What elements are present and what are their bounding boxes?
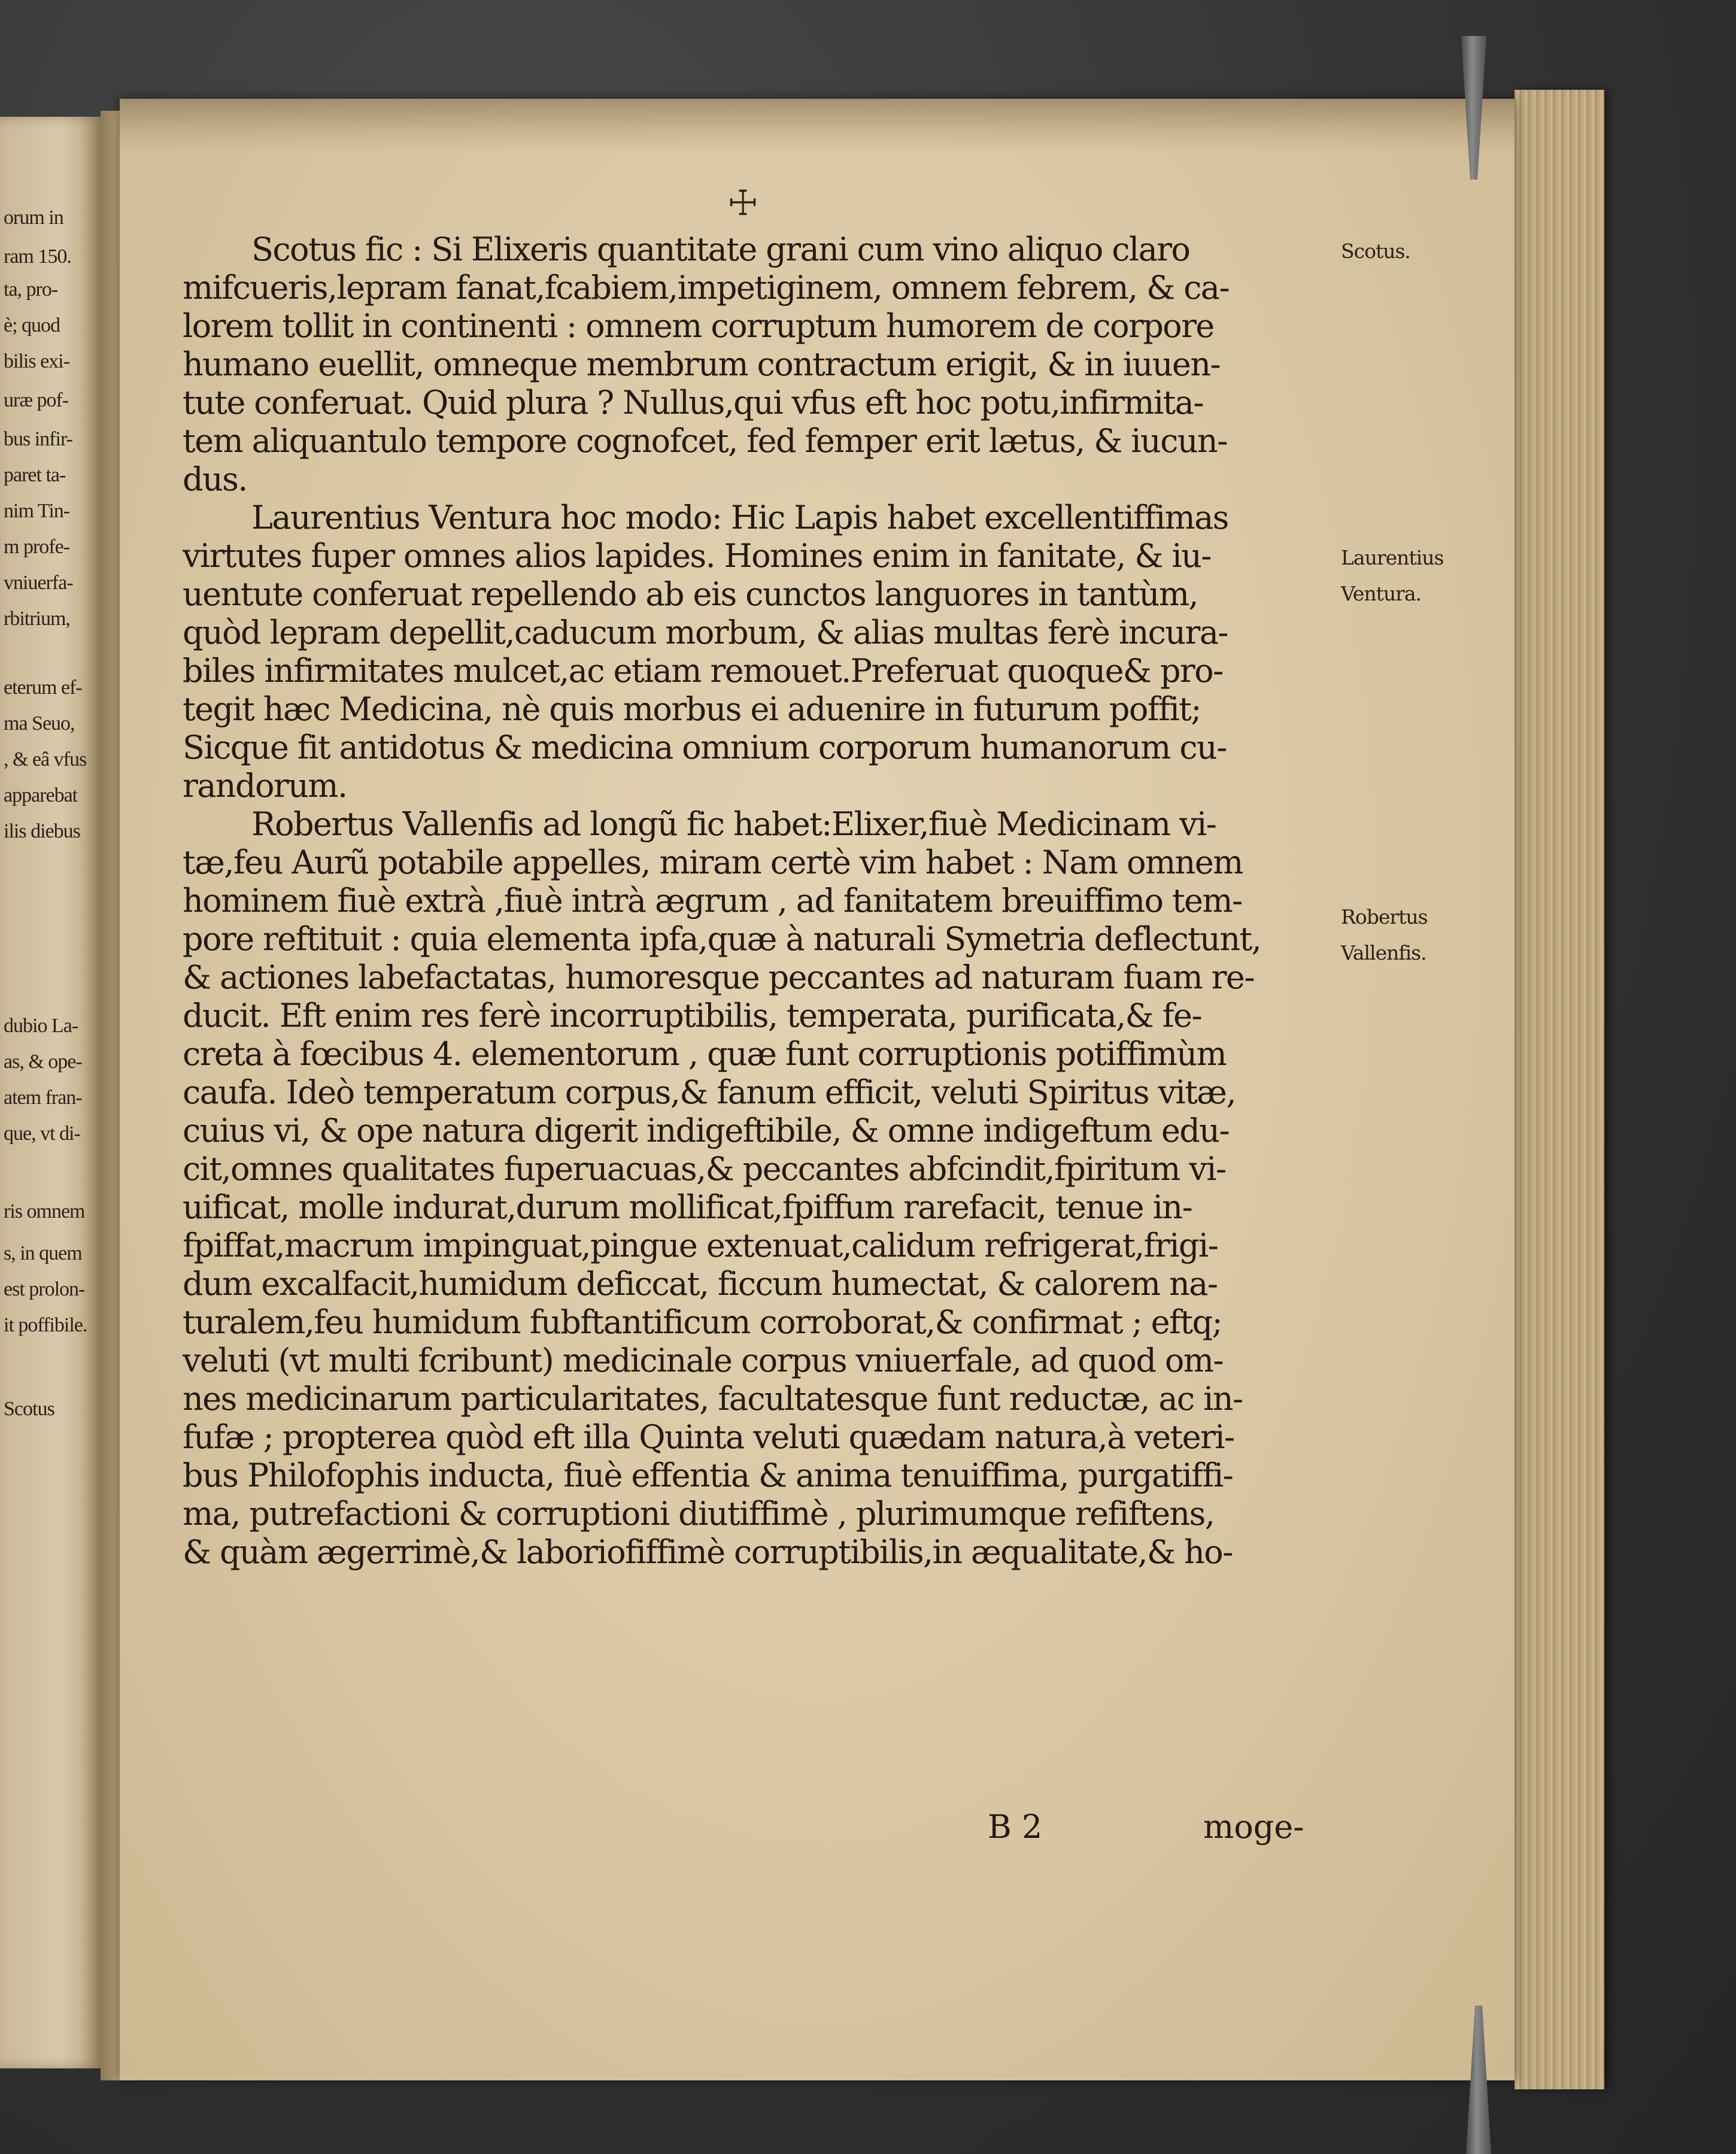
- text-line: pore reftituit : quia elementa ipfa,quæ à naturali Symetria deflectunt,: [183, 920, 1261, 958]
- left-page-fragment: è; quod: [4, 314, 60, 336]
- text-line: tæ,feu Aurũ potabile appelles, miram certè vim habet : Nam omnem: [183, 844, 1243, 881]
- text-line: nes medicinarum particularitates, facultatesque funt reductæ, ac in-: [183, 1380, 1243, 1418]
- text-line: tegit hæc Medicina, nè quis morbus ei aduenire in futurum poffit;: [183, 690, 1201, 728]
- page-top-stain: [120, 99, 1515, 153]
- text-line: veluti (vt multi fcribunt) medicinale corpus vniuerfale, ad quod om-: [183, 1342, 1224, 1379]
- margin-note-scotus: Scotus.: [1341, 239, 1410, 263]
- text-line: creta à fœcibus 4. elementorum , quæ funt corruptionis potiffimùm: [183, 1035, 1227, 1073]
- left-page-sliver: [0, 117, 101, 2068]
- text-line: caufa. Ideò temperatum corpus,& fanum efficit, veluti Spiritus vitæ,: [183, 1073, 1236, 1111]
- text-line: tem aliquantulo tempore cognofcet, fed femper erit lætus, & iucun-: [183, 422, 1227, 460]
- text-line: bus Philofophis inducta, fiuè effentia & anima tenuiffima, purgatiffi-: [183, 1457, 1233, 1494]
- signature-mark: B 2: [988, 1808, 1043, 1846]
- text-line: virtutes fuper omnes alios lapides. Homines enim in fanitate, & iu-: [183, 537, 1211, 575]
- left-page-fragment: it poffibile.: [4, 1314, 87, 1336]
- text-line: uificat, molle indurat,durum mollificat,fpiffum rarefacit, tenue in-: [183, 1188, 1192, 1226]
- left-page-fragment: apparebat: [4, 784, 78, 806]
- left-page-fragment: orum in: [4, 207, 63, 229]
- text-line: randorum.: [183, 767, 347, 805]
- left-page-fragment: est prolon-: [4, 1278, 85, 1300]
- text-line: mifcueris,lepram fanat,fcabiem,impetiginem, omnem febrem, & ca-: [183, 269, 1230, 307]
- left-page-fragment: m profe-: [4, 536, 70, 558]
- text-line: fufæ ; propterea quòd eft illa Quinta veluti quædam natura,à veteri-: [183, 1418, 1234, 1456]
- left-page-fragment: ta, pro-: [4, 278, 58, 301]
- left-page-fragment: s, in quem: [4, 1242, 82, 1264]
- left-page-fragment: as, & ope-: [4, 1051, 82, 1073]
- left-page-fragment: paret ta-: [4, 464, 66, 486]
- left-page-fragment: Scotus: [4, 1398, 54, 1420]
- text-line: quòd lepram depellit,caducum morbum, & alias multas ferè incura-: [183, 614, 1228, 651]
- left-page-fragment: rbitrium,: [4, 608, 70, 630]
- body-text: [183, 230, 1338, 1571]
- left-page-fragment: atem fran-: [4, 1087, 82, 1109]
- left-page-fragment: bilis exi-: [4, 350, 69, 372]
- text-line: Robertus Vallenfis ad longũ fic habet:Elixer,fiuè Medicinam vi-: [251, 805, 1216, 843]
- left-page-fragment: ma Seuo,: [4, 712, 75, 735]
- text-line: tute conferuat. Quid plura ? Nullus,qui vfus eft hoc potu,infirmita-: [183, 384, 1203, 421]
- left-page-fragment: ris omnem: [4, 1200, 85, 1222]
- text-line: hominem fiuè extrà ,fiuè intrà ægrum , ad fanitatem breuiffimo tem-: [183, 882, 1242, 920]
- text-line: ma, putrefactioni & corruptioni diutiffimè , plurimumque refiftens,: [183, 1495, 1215, 1533]
- margin-note-ventura: Ventura.: [1341, 582, 1422, 605]
- left-page-fragment: que, vt di-: [4, 1122, 80, 1145]
- text-line: dus.: [183, 460, 247, 498]
- text-line: biles infirmitates mulcet,ac etiam remouet.Preferuat quoque& pro-: [183, 652, 1223, 690]
- printer-mark: ☩: [727, 183, 758, 223]
- margin-note-laurentius: Laurentius: [1341, 546, 1444, 569]
- left-page-fragment: vniuerfa-: [4, 572, 73, 594]
- text-line: fpiffat,macrum impinguat,pingue extenuat,calidum refrigerat,frigi-: [183, 1227, 1218, 1264]
- text-line: humano euellit, omneque membrum contractum erigit, & in iuuen-: [183, 345, 1221, 383]
- text-line: cit,omnes qualitates fuperuacuas,& peccantes abfcindit,fpiritum vi-: [183, 1150, 1226, 1188]
- margin-note-robertus: Robertus: [1341, 905, 1428, 929]
- left-page-fragment: bus infir-: [4, 428, 72, 450]
- text-line: Laurentius Ventura hoc modo: Hic Lapis habet excellentiffimas: [251, 499, 1228, 536]
- left-page-fragment: uræ pof-: [4, 389, 69, 411]
- catchword: moge-: [1203, 1808, 1304, 1846]
- left-page-fragment: ram 150.: [4, 245, 71, 268]
- left-page-fragment: eterum ef-: [4, 676, 82, 699]
- text-line: Sicque fit antidotus & medicina omnium corporum humanorum cu-: [183, 729, 1227, 766]
- left-page-fragment: nim Tin-: [4, 500, 70, 522]
- margin-note-vallensis: Vallenfis.: [1341, 941, 1427, 964]
- text-line: uentute conferuat repellendo ab eis cunctos languores in tantùm,: [183, 575, 1198, 613]
- left-page-fragment: dubio La-: [4, 1015, 78, 1037]
- text-line: dum excalfacit,humidum deficcat, ficcum humectat, & calorem na-: [183, 1265, 1218, 1303]
- page-fore-edge: [1515, 90, 1604, 2089]
- left-page-fragment: , & eâ vfus: [4, 748, 87, 770]
- left-page-fragment: ilis diebus: [4, 820, 80, 842]
- text-line: & quàm ægerrimè,& laboriofiffimè corruptibilis,in æqualitate,& ho-: [183, 1533, 1233, 1571]
- text-line: turalem,feu humidum fubftantificum corroborat,& confirmat ; eftq;: [183, 1303, 1222, 1341]
- text-line: lorem tollit in continenti : omnem corruptum humorem de corpore: [183, 307, 1214, 345]
- text-line: Scotus fic : Si Elixeris quantitate grani cum vino aliquo claro: [251, 230, 1190, 268]
- text-line: ducit. Eft enim res ferè incorruptibilis, temperata, purificata,& fe-: [183, 997, 1202, 1034]
- text-line: cuius vi, & ope natura digerit indigeftibile, & omne indigeftum edu-: [183, 1112, 1230, 1149]
- text-line: & actiones labefactatas, humoresque peccantes ad naturam fuam re-: [183, 958, 1254, 996]
